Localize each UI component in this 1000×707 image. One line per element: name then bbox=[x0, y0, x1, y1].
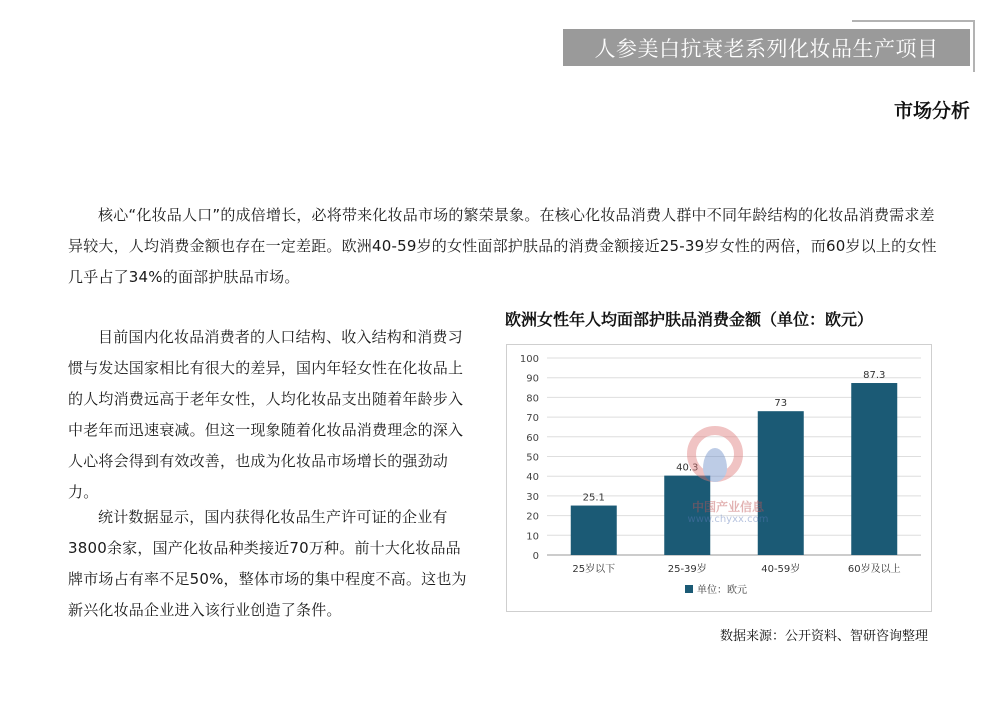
banner-corner-line-top bbox=[852, 20, 975, 22]
bar-chart-svg bbox=[507, 345, 931, 611]
data-label: 40.3 bbox=[676, 462, 699, 474]
bar bbox=[664, 476, 710, 555]
y-tick-label: 100 bbox=[519, 354, 539, 365]
paragraph-statistics: 统计数据显示，国内获得化妆品生产许可证的企业有3800余家，国产化妆品种类接近70万种。前十大化妆品品牌市场占有率不足50%，整体市场的集中程度不高。这也为新兴化妆品企业进入该行业创造了条件。 bbox=[68, 508, 467, 619]
y-tick-label: 0 bbox=[532, 551, 539, 562]
legend-swatch bbox=[685, 585, 693, 593]
y-tick-label: 90 bbox=[526, 373, 539, 385]
paragraph-consumer-structure: 目前国内化妆品消费者的人口结构、收入结构和消费习惯与发达国家相比有很大的差异，国内年轻女性在化妆品上的人均消费远高于老年女性，人均化妆品支出随着年龄步入中老年而迅速衰减。但这一现象随着化妆品消费理念的深入人心将会得到有效改善，也成为化妆品市场增长的强劲动力。 bbox=[68, 328, 464, 501]
banner-title: 人参美白抗衰老系列化妆品生产项目 bbox=[563, 29, 970, 66]
x-tick-label: 40-59岁 bbox=[761, 564, 801, 575]
bar bbox=[758, 411, 804, 555]
y-tick-label: 10 bbox=[526, 531, 539, 543]
y-tick-label: 60 bbox=[526, 432, 539, 444]
y-tick-label: 20 bbox=[526, 511, 539, 523]
watermark-text: 中国产业信息 bbox=[691, 500, 764, 514]
x-tick-label: 25-39岁 bbox=[667, 564, 707, 575]
data-label: 25.1 bbox=[582, 492, 605, 504]
data-label: 87.3 bbox=[863, 370, 886, 382]
y-tick-label: 70 bbox=[526, 413, 539, 425]
bar bbox=[571, 506, 617, 555]
watermark-url: www.chyxx.com bbox=[687, 514, 769, 525]
banner-corner-line-right bbox=[973, 20, 975, 72]
y-tick-label: 30 bbox=[526, 491, 539, 503]
bar-chart bbox=[506, 344, 932, 612]
paragraph-intro: 核心“化妆品人口”的成倍增长，必将带来化妆品市场的繁荣景象。在核心化妆品消费人群中不同年龄结构的化妆品消费需求差异较大，人均消费金额也存在一定差距。欧洲40-59岁的女性面部护肤品的消费金额接近25-39岁女性的两倍，而60岁以上的女性几乎占了34%的面部护肤品市场。 bbox=[68, 206, 937, 286]
y-tick-label: 50 bbox=[526, 452, 539, 464]
section-title: 市场分析 bbox=[893, 100, 970, 122]
x-tick-label: 60岁及以上 bbox=[847, 564, 901, 575]
y-tick-label: 80 bbox=[526, 393, 539, 405]
data-source-note: 数据来源：公开资料、智研咨询整理 bbox=[719, 629, 928, 644]
legend-label: 单位：欧元 bbox=[697, 585, 747, 596]
data-label: 73 bbox=[774, 398, 788, 410]
x-tick-label: 25岁以下 bbox=[572, 564, 616, 575]
chart-title: 欧洲女性年人均面部护肤品消费金额（单位：欧元） bbox=[505, 310, 874, 329]
bar bbox=[851, 383, 897, 555]
y-tick-label: 40 bbox=[526, 472, 539, 484]
